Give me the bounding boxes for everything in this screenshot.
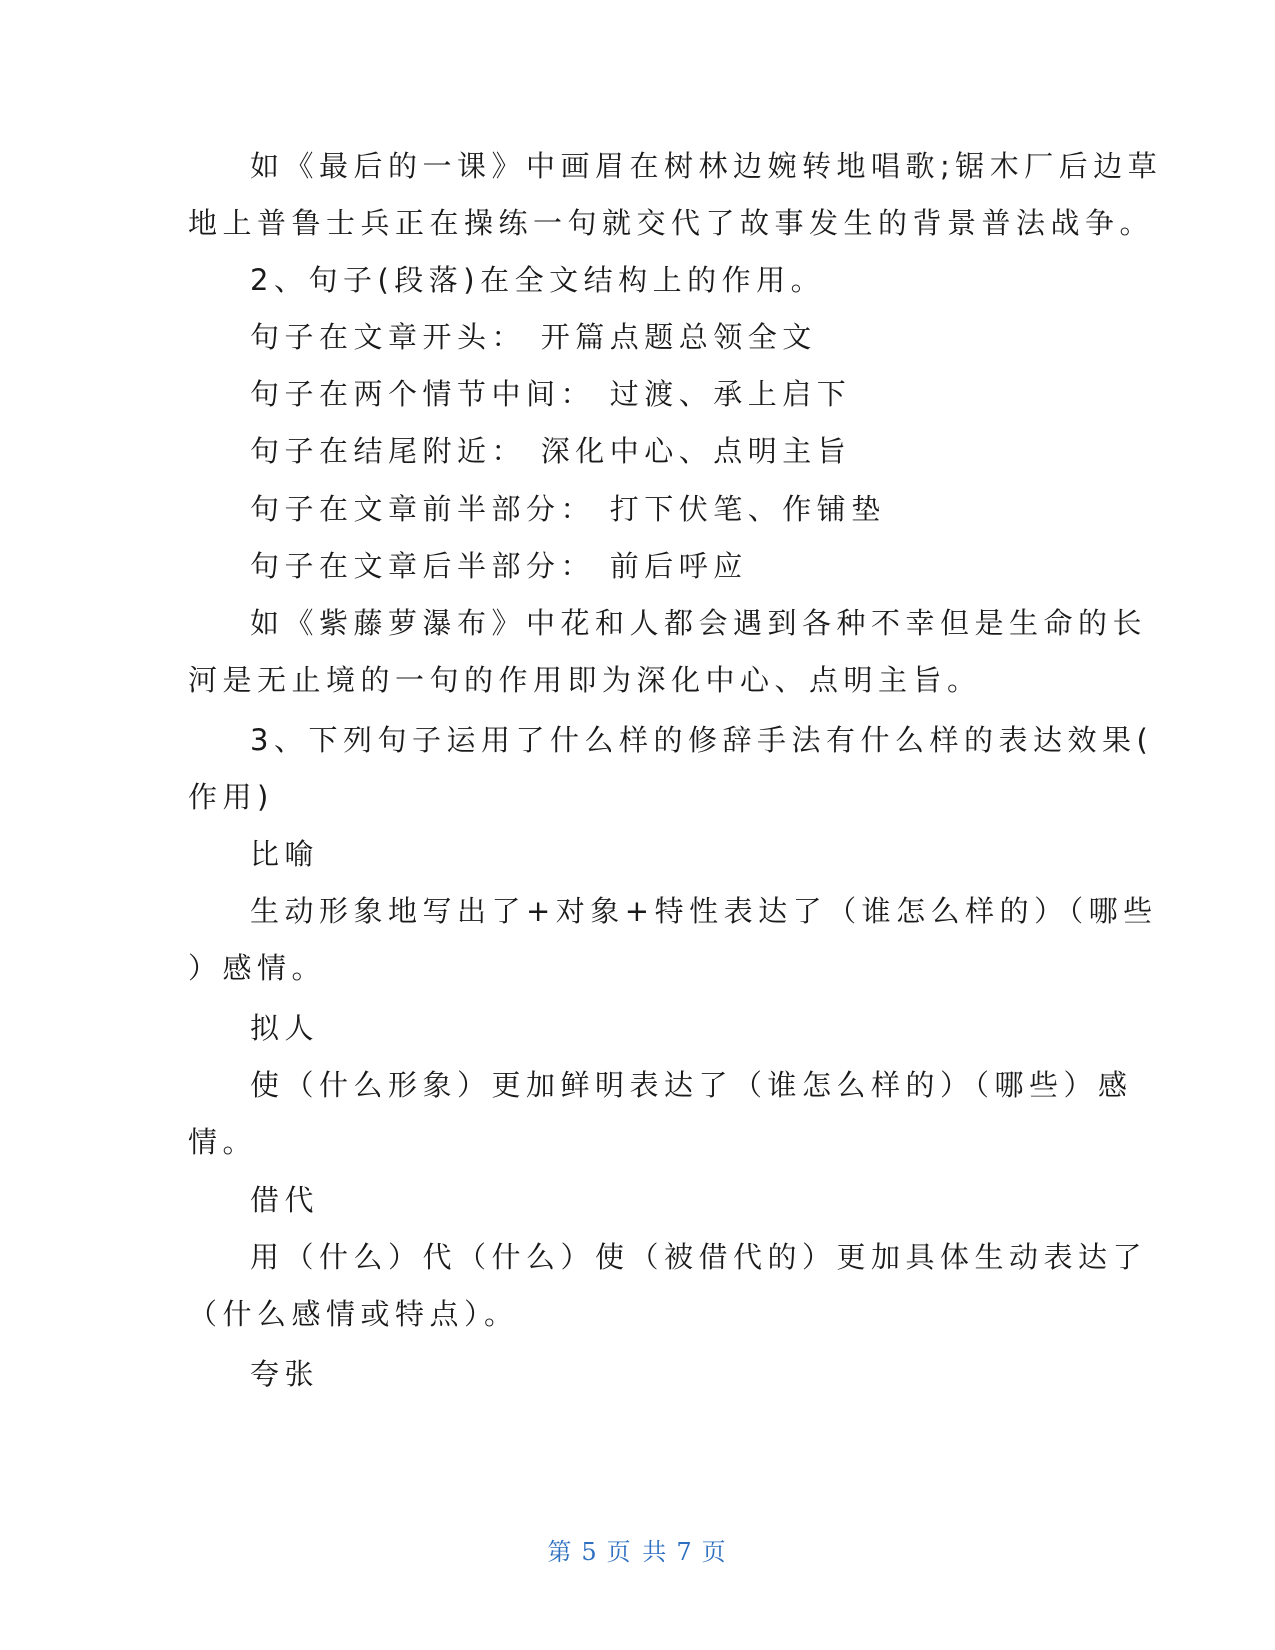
section-heading-continued: 作用) <box>188 780 274 814</box>
paragraph-line: 地上普鲁士兵正在操练一句就交代了故事发生的背景普法战争。 <box>188 206 1155 240</box>
paragraph-line: 句子在结尾附近： 深化中心、点明主旨 <box>250 434 852 468</box>
paragraph-line: 句子在文章前半部分： 打下伏笔、作铺垫 <box>250 492 886 526</box>
section-heading: 2、句子(段落)在全文结构上的作用。 <box>250 263 826 297</box>
subheading-metonymy: 借代 <box>250 1183 320 1217</box>
footer-mid: 页 共 <box>606 1538 669 1566</box>
page-footer <box>0 1532 1275 1567</box>
footer-total-pages: 7 <box>676 1538 694 1566</box>
paragraph-line: 生动形象地写出了+对象+特性表达了（谁怎么样的）（哪些 <box>250 894 1158 928</box>
paragraph-line: ）感情。 <box>188 951 327 985</box>
paragraph-line: 句子在文章开头： 开篇点题总领全文 <box>250 320 817 354</box>
paragraph-line: 使（什么形象）更加鲜明表达了（谁怎么样的）（哪些）感 <box>250 1068 1133 1102</box>
paragraph-line: 句子在两个情节中间： 过渡、承上启下 <box>250 377 852 411</box>
paragraph-line: 河是无止境的一句的作用即为深化中心、点明主旨。 <box>188 663 982 697</box>
footer-current-page: 5 <box>581 1538 599 1566</box>
footer-suffix: 页 <box>701 1538 728 1566</box>
subheading-hyperbole: 夸张 <box>250 1357 320 1391</box>
paragraph-line: 情。 <box>188 1125 258 1159</box>
section-heading: 3、下列句子运用了什么样的修辞手法有什么样的表达效果( <box>250 723 1154 757</box>
paragraph-line: 如《紫藤萝瀑布》中花和人都会遇到各种不幸但是生命的长 <box>250 606 1148 640</box>
footer-prefix: 第 <box>547 1538 574 1566</box>
paragraph-line: 如《最后的一课》中画眉在树林边婉转地唱歌;锯木厂后边草 <box>250 149 1163 183</box>
paragraph-line: 用（什么）代（什么）使（被借代的）更加具体生动表达了 <box>250 1240 1148 1274</box>
subheading-metaphor: 比喻 <box>250 837 320 871</box>
paragraph-line: （什么感情或特点）。 <box>188 1297 519 1331</box>
subheading-personification: 拟人 <box>250 1011 320 1045</box>
paragraph-line: 句子在文章后半部分： 前后呼应 <box>250 549 748 583</box>
